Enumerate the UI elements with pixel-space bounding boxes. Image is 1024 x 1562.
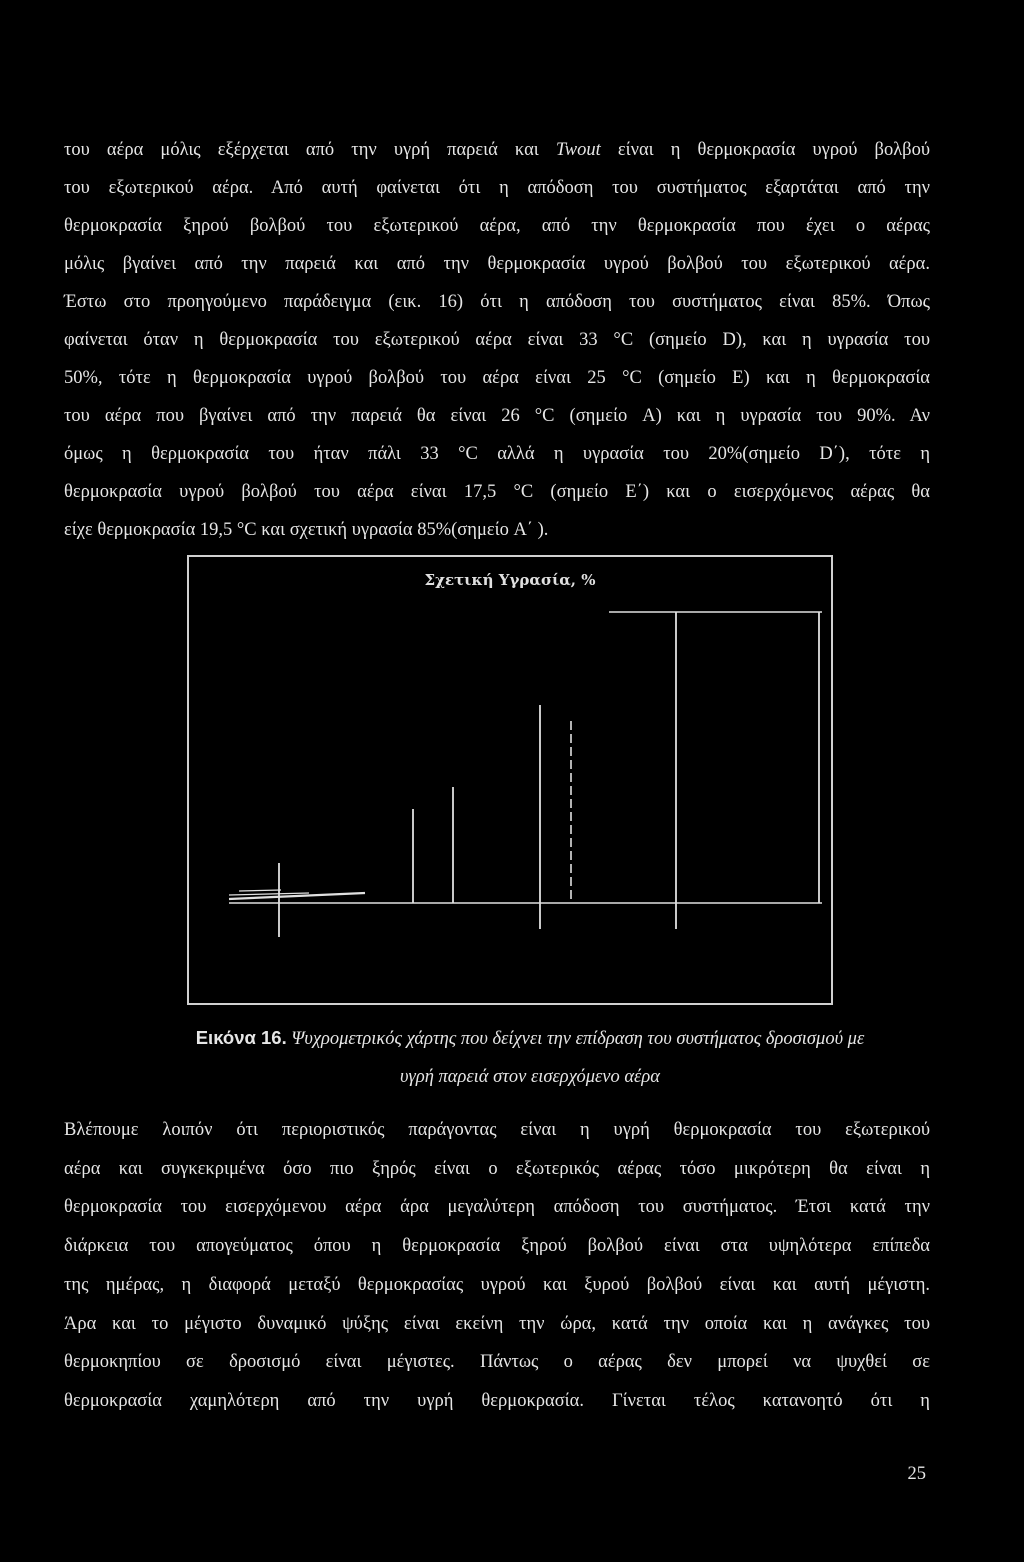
figure-caption — [110, 1019, 950, 1096]
caption-text-line-1: Ψυχρομετρικός χάρτης που δείχνει την επίδραση του συστήματος δροσισμού με — [291, 1029, 865, 1049]
paragraph-2 — [64, 1111, 930, 1421]
text-line: Βλέπουμε λοιπόν ότι περιοριστικός παράγοντας είναι η υγρή θερμοκρασία του εξωτερικού — [64, 1120, 930, 1140]
text-line: του αέρα που βγαίνει από την παρειά θα είναι 26 °C (σημείο A) και η υγρασία του 90%. Αν — [64, 406, 930, 426]
paragraph-1 — [64, 131, 930, 549]
text-line: όμως η θερμοκρασία του ήταν πάλι 33 °C αλλά η υγρασία του 20%(σημείο D΄), τότε η — [64, 444, 930, 464]
text-line: μόλις βγαίνει από την παρειά και από την θερμοκρασία υγρού βολβού του εξωτερικού αέρα. — [64, 254, 930, 274]
italic-term: Twout — [555, 140, 601, 160]
text-line: διάρκεια του απογεύματος όπου η θερμοκρασία ξηρού βολβού είναι στα υψηλότερα επίπεδα — [64, 1236, 930, 1257]
psychrometric-chart-drawing — [189, 557, 831, 1003]
text-line: φαίνεται όταν η θερμοκρασία του εξωτερικού αέρα είναι 33 °C (σημείο D), και η υγρασία του — [64, 330, 930, 350]
text-line: θερμοκρασία του εισερχόμενου αέρα άρα μεγαλύτερη απόδοση του συστήματος. Έτσι κατά την — [64, 1197, 930, 1218]
text-line: του εξωτερικού αέρα. Από αυτή φαίνεται ότι η απόδοση του συστήματος εξαρτάται από την — [64, 178, 930, 198]
chart-title: Σχετική Υγρασία, % — [424, 571, 596, 589]
text-line: θερμοκηπίου σε δροσισμό είναι μέγιστες. Πάντως ο αέρας δεν μπορεί να ψυχθεί σε — [64, 1352, 930, 1373]
chart-curve-segment — [239, 890, 281, 891]
text-line: αέρα και συγκεκριμένα όσο πιο ξηρός είναι ο εξωτερικός αέρας τόσο μικρότερη θα είναι η — [64, 1158, 930, 1179]
text-line: 50%, τότε η θερμοκρασία υγρού βολβού του αέρα είναι 25 °C (σημείο E) και η θερμοκρασία — [64, 368, 930, 388]
text-line: θερμοκρασία υγρού βολβού του αέρα είναι 17,5 °C (σημείο E΄) και ο εισερχόμενος αέρας θα — [64, 482, 930, 502]
text-line: της ημέρας, η διαφορά μεταξύ θερμοκρασίας υγρού και ξυρού βολβού είναι και αυτή μέγιστη. — [64, 1274, 930, 1295]
page-number: 25 — [907, 1464, 926, 1484]
text-line: θερμοκρασία ξηρού βολβού του εξωτερικού αέρα, από την θερμοκρασία που έχει ο αέρας — [64, 216, 930, 236]
chart-curve-segment — [229, 893, 309, 895]
psychrometric-chart-figure — [187, 555, 833, 1005]
text-line: Έστω στο προηγούμενο παράδειγμα (εικ. 16) ότι η απόδοση του συστήματος είναι 85%. Όπως — [64, 292, 930, 312]
text-line: Άρα και το μέγιστο δυναμικό ψύξης είναι εκείνη την ώρα, κατά την οποία και η ανάγκες του — [64, 1313, 930, 1334]
text-line: του αέρα μόλις εξέρχεται από την υγρή παρειά και Twout είναι η θερμοκρασία υγρού βολβού — [64, 140, 931, 160]
caption-text-line-2: υγρή παρειά στον εισερχόμενο αέρα — [400, 1067, 660, 1087]
caption-label: Εικόνα 16. — [195, 1027, 287, 1048]
text-line: είχε θερμοκρασία 19,5 °C και σχετική υγρασία 85%(σημείο A΄ ). — [64, 520, 549, 540]
text-line: θερμοκρασία χαμηλότερη από την υγρή θερμοκρασία. Γίνεται τέλος κατανοητό ότι η — [64, 1390, 930, 1411]
